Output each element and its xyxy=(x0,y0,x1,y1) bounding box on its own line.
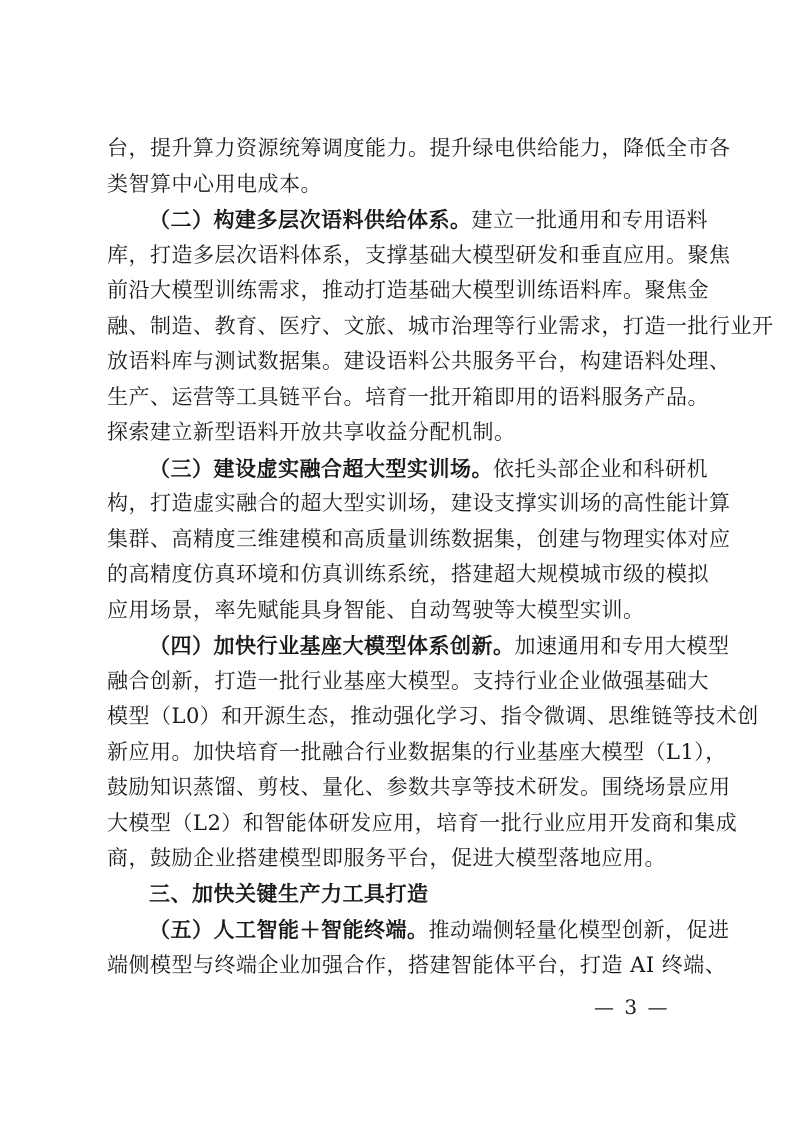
body-line: 端侧模型与终端企业加强合作，搭建智能体平台，打造 AI 终端、 xyxy=(107,952,727,977)
body-line: 台，提升算力资源统筹调度能力。提升绿电供给能力，降低全市各 xyxy=(107,136,731,160)
paragraph-start-line xyxy=(107,628,730,664)
body-text: 推动端侧轻量化模型创新，促进 xyxy=(428,918,730,942)
body-line: 新应用。加快培育一批融合行业数据集的行业基座大模型（L1）， xyxy=(107,739,727,764)
body-line: 类智算中心用电成本。 xyxy=(107,171,322,196)
body-line: 鼓励知识蒸馏、剪枝、量化、参数共享等技术研发。围绕场景应用 xyxy=(107,775,731,799)
body-line: 生产、运营等工具链平台。培育一批开箱即用的语料服务产品。 xyxy=(107,384,709,409)
body-line: 探索建立新型语料开放共享收益分配机制。 xyxy=(107,420,516,444)
body-line: 集群、高精度三维建模和高质量训练数据集，创建与物理实体对应 xyxy=(107,526,731,551)
body-line: 大模型（L2）和智能体研发应用，培育一批行业应用开发商和集成 xyxy=(107,810,738,835)
section-lead: （二）构建多层次语料供给体系。 xyxy=(149,207,472,232)
paragraph-start-line xyxy=(107,202,708,238)
body-line: 构，打造虚实融合的超大型实训场，建设支撑实训场的高性能计算 xyxy=(107,491,731,515)
body-line: 模型（L0）和开源生态，推动强化学习、指令微调、思维链等技术创 xyxy=(107,704,759,728)
body-line: 库，打造多层次语料体系，支撑基础大模型研发和垂直应用。聚焦 xyxy=(107,242,731,267)
section-lead: （五）人工智能＋智能终端。 xyxy=(149,917,429,942)
body-text: 加速通用和专用大模型 xyxy=(514,634,730,658)
paragraph-start-line xyxy=(107,912,730,948)
paragraph-start-line xyxy=(107,451,708,487)
body-line: 融、制造、教育、医疗、文旅、城市治理等行业需求，打造一批行业开 xyxy=(107,313,774,338)
section-heading: 三、加快关键生产力工具打造 xyxy=(149,881,429,906)
document-body xyxy=(107,131,774,983)
body-text: 依托头部企业和科研机 xyxy=(493,456,708,481)
body-line: 融合创新，打造一批行业基座大模型。支持行业企业做强基础大 xyxy=(107,668,709,693)
body-line: 应用场景，率先赋能具身智能、自动驾驶等大模型实训。 xyxy=(107,597,645,622)
page-number: — 3 — xyxy=(594,995,670,1019)
section-lead: （四）加快行业基座大模型体系创新。 xyxy=(149,633,515,658)
body-line: 商，鼓励企业搭建模型即服务平台，促进大模型落地应用。 xyxy=(107,846,666,870)
body-text: 建立一批通用和专用语料 xyxy=(471,208,708,232)
body-line: 的高精度仿真环境和仿真训练系统，搭建超大规模城市级的模拟 xyxy=(107,562,709,586)
section-lead: （三）建设虚实融合超大型实训场。 xyxy=(149,455,493,481)
body-line: 放语料库与测试数据集。建设语料公共服务平台，构建语料处理、 xyxy=(107,349,731,373)
body-line: 前沿大模型训练需求，推动打造基础大模型训练语料库。聚焦金 xyxy=(107,278,709,302)
